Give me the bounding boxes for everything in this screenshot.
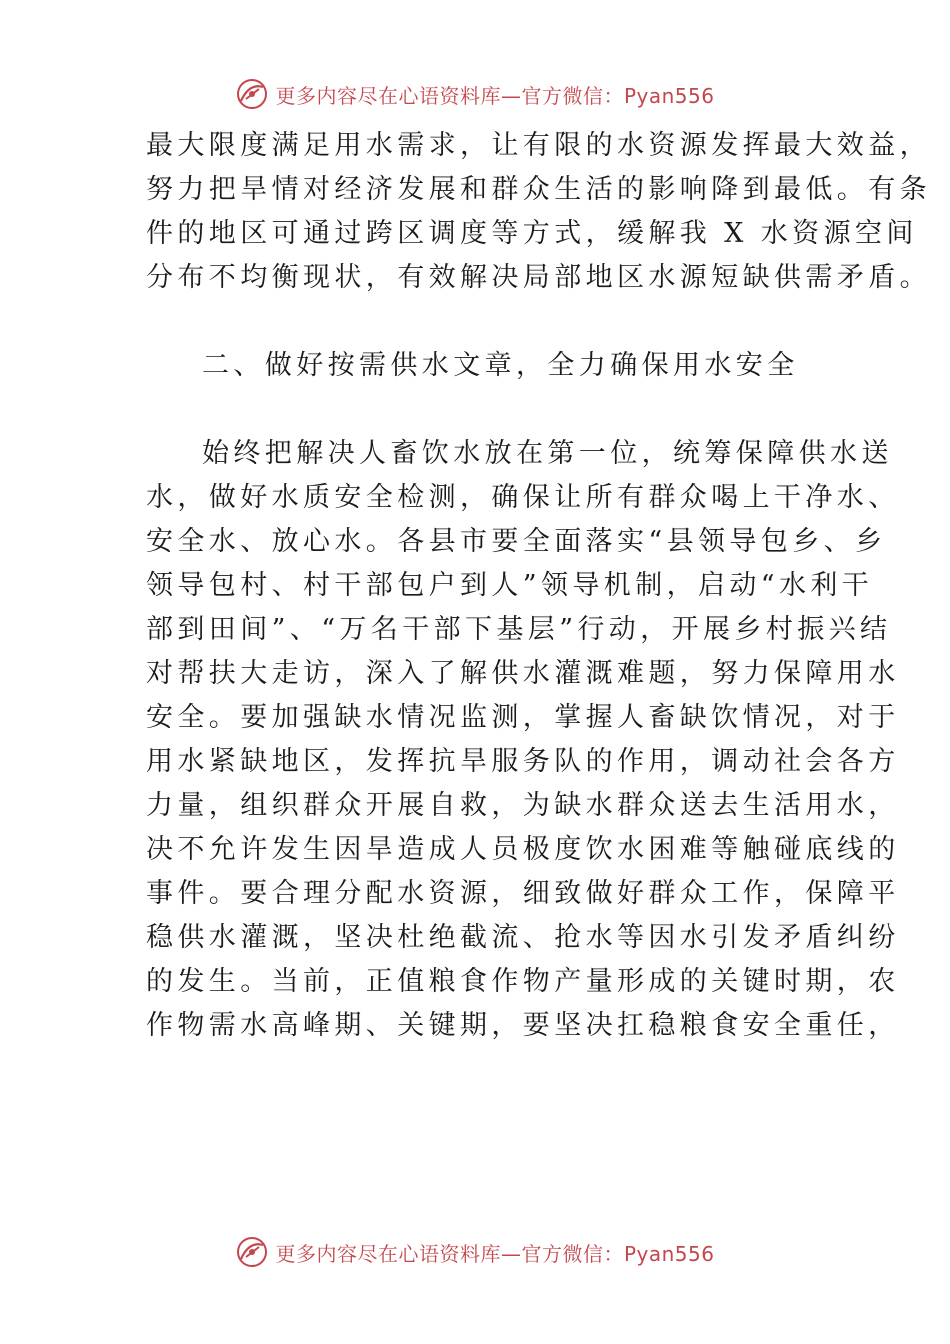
footer-watermark <box>0 1232 950 1272</box>
text-line: 的发生。当前，正值粮食作物产量形成的关键时期，农 <box>146 966 900 997</box>
text-line: 分布不均衡现状，有效解决局部地区水源短缺供需矛盾。 <box>146 262 931 293</box>
text-line: 对帮扶大走访，深入了解供水灌溉难题，努力保障用水 <box>146 658 900 689</box>
text-line: 作物需水高峰期、关键期，要坚决扛稳粮食安全重任， <box>146 1010 900 1041</box>
text-line: 决不允许发生因旱造成人员极度饮水困难等触碰底线的 <box>146 834 900 865</box>
header-watermark <box>0 74 950 114</box>
text-line: 件的地区可通过跨区调度等方式，缓解我 X 水资源空间 <box>146 218 918 249</box>
text-line: 水，做好水质安全检测，确保让所有群众喝上干净水、 <box>146 482 900 513</box>
text-line: 安全水、放心水。各县市要全面落实“县领导包乡、乡 <box>146 526 887 557</box>
section-heading: 二、做好按需供水文章，全力确保用水安全 <box>202 350 799 381</box>
text-line: 部到田间”、“万名干部下基层”行动，开展乡村振兴结 <box>146 614 892 645</box>
watermark-text: 更多内容尽在心语资料库—官方微信：Pyan556 <box>275 1241 715 1266</box>
brand-logo-icon <box>235 1235 269 1269</box>
text-line: 努力把旱情对经济发展和群众生活的影响降到最低。有条 <box>146 174 931 205</box>
document-body <box>146 124 931 1048</box>
text-line: 始终把解决人畜饮水放在第一位，统筹保障供水送 <box>202 438 893 469</box>
text-line: 安全。要加强缺水情况监测，掌握人畜缺饮情况，对于 <box>146 702 900 733</box>
spacer <box>146 300 810 344</box>
brand-logo-icon <box>235 77 269 111</box>
text-line: 稳供水灌溉，坚决杜绝截流、抢水等因水引发矛盾纠纷 <box>146 922 900 953</box>
text-line: 领导包村、村干部包户到人”领导机制，启动“水利干 <box>146 570 874 601</box>
text-line: 力量，组织群众开展自救，为缺水群众送去生活用水， <box>146 790 900 821</box>
paragraph-1 <box>146 124 931 300</box>
text-line: 事件。要合理分配水资源，细致做好群众工作，保障平 <box>146 878 900 909</box>
watermark-text: 更多内容尽在心语资料库—官方微信：Pyan556 <box>275 83 715 108</box>
spacer <box>146 388 810 432</box>
text-line: 最大限度满足用水需求，让有限的水资源发挥最大效益， <box>146 130 931 161</box>
section-heading-block <box>146 344 810 388</box>
paragraph-2 <box>146 432 900 1048</box>
text-line: 用水紧缺地区，发挥抗旱服务队的作用，调动社会各方 <box>146 746 900 777</box>
